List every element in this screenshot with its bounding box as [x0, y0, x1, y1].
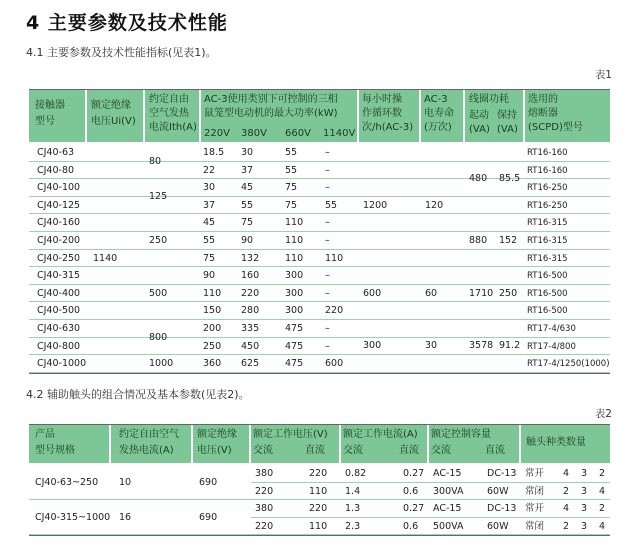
- row-divider: [251, 499, 610, 500]
- contact-count-cell: 4: [563, 503, 570, 514]
- hold-cell: 91.2: [499, 340, 521, 352]
- fuse-cell: RT16-160: [527, 165, 568, 176]
- product-model-cell: CJ40-315~1000: [35, 511, 111, 523]
- c-dc-cell: 60W: [487, 520, 509, 532]
- fuse-cell: RT17-4/630: [527, 324, 576, 334]
- t1-header-power: [201, 90, 357, 142]
- v-dc-cell: 220: [309, 468, 328, 479]
- fuse-cell: RT16-500: [527, 306, 568, 317]
- c-ac-cell: 300VA: [433, 485, 464, 497]
- fuse-cell: RT16-250: [527, 183, 568, 194]
- row-divider: [29, 231, 610, 232]
- t2-h-c-dc: 直流: [485, 445, 505, 456]
- contact-kind-cell: 常闭: [525, 485, 545, 497]
- power-cell: 75: [203, 252, 216, 264]
- power-cell: 200: [203, 323, 222, 334]
- power-cell: –: [325, 270, 330, 282]
- t2-h-v-dc: 直流: [305, 445, 325, 456]
- power-cell: 30: [241, 147, 254, 158]
- product-ui-cell: 690: [199, 476, 218, 488]
- t1-h-start: 起动: [469, 110, 489, 121]
- t1-h-life-2: 电寿命: [424, 108, 454, 119]
- power-cell: 220: [241, 287, 260, 299]
- t1-h-hold-unit: (VA): [497, 124, 518, 135]
- power-cell: 335: [241, 323, 260, 334]
- power-cell: 450: [241, 340, 260, 352]
- power-cell: –: [325, 323, 330, 334]
- hold-cell: 152: [499, 234, 518, 246]
- power-cell: 475: [285, 340, 304, 352]
- start-cell: 480: [469, 173, 488, 185]
- t1-h-model-1: 接触器: [35, 100, 65, 111]
- power-cell: –: [325, 164, 330, 176]
- contact-count-cell: 2: [563, 520, 570, 532]
- t1-h-coil: 线圈功耗: [469, 94, 509, 105]
- t1-h-1140v: 1140V: [323, 128, 356, 139]
- power-cell: 30: [203, 182, 216, 194]
- t1-h-ith-3: 电流Ith(A): [149, 122, 197, 133]
- model-cell: CJ40-80: [37, 164, 75, 176]
- power-cell: 37: [241, 164, 254, 176]
- t2-h-contacts: 触头种类数量: [526, 437, 586, 448]
- model-cell: CJ40-400: [37, 287, 81, 299]
- power-cell: 625: [241, 358, 260, 370]
- product-ui-cell: 690: [199, 511, 218, 523]
- power-cell: 300: [285, 270, 304, 282]
- row-divider: [251, 482, 610, 483]
- contact-count-cell: 3: [581, 468, 588, 479]
- t2-h-v-ac: 交流: [253, 445, 273, 456]
- v-ac-cell: 220: [255, 485, 274, 497]
- table2: [29, 424, 610, 536]
- fuse-cell: RT16-315: [527, 218, 568, 229]
- power-cell: 18.5: [203, 147, 225, 158]
- power-cell: 55: [325, 199, 338, 211]
- power-cell: 600: [325, 358, 344, 370]
- power-cell: 250: [203, 340, 222, 352]
- t1-h-ui-2: 电压Ui(V): [91, 116, 136, 127]
- product-model-cell: CJ40-63~250: [35, 476, 99, 488]
- t1-header-ops: [359, 90, 419, 142]
- contact-kind-cell: 常开: [525, 468, 545, 479]
- c-ac-cell: 500VA: [433, 520, 464, 532]
- t2-h-ith-2: 发热电流(A): [119, 445, 174, 456]
- i-ac-cell: 2.3: [345, 520, 361, 532]
- t1-h-380v: 380V: [241, 128, 267, 139]
- t2-header-capacity: [429, 425, 519, 463]
- ith-cell: 500: [149, 287, 168, 299]
- power-cell: –: [325, 147, 330, 158]
- power-cell: 132: [241, 252, 260, 264]
- c-ac-cell: AC-15: [433, 468, 462, 479]
- row-divider: [29, 161, 610, 162]
- model-cell: CJ40-630: [37, 323, 81, 334]
- power-cell: 75: [241, 217, 254, 229]
- product-ith-cell: 10: [119, 476, 132, 488]
- ops-cell: 300: [363, 340, 382, 352]
- power-cell: –: [325, 182, 330, 194]
- row-divider: [29, 284, 610, 285]
- contact-count-cell: 4: [599, 485, 606, 497]
- i-dc-cell: 0.6: [403, 485, 419, 497]
- c-ac-cell: AC-15: [433, 503, 462, 514]
- t1-h-model-2: 型号: [35, 116, 55, 127]
- row-divider: [29, 354, 610, 355]
- power-cell: 90: [203, 270, 216, 282]
- t1-header-life: [421, 90, 463, 142]
- v-dc-cell: 220: [309, 503, 328, 514]
- row-divider: [29, 301, 610, 302]
- power-cell: –: [325, 235, 330, 246]
- t1-h-life-3: (万次): [424, 122, 452, 133]
- t2-h-ith-1: 约定自由空气: [119, 429, 179, 440]
- t2-h-model-1: 产品: [35, 429, 55, 440]
- row-divider: [251, 517, 610, 518]
- page-title: 4 主要参数及技术性能: [26, 12, 228, 34]
- contact-count-cell: 4: [563, 468, 570, 479]
- fuse-cell: RT17-4/1250(1000): [527, 359, 610, 370]
- c-dc-cell: DC-13: [487, 468, 517, 479]
- v-ac-cell: 220: [255, 520, 274, 532]
- contact-kind-cell: 常闭: [525, 520, 545, 532]
- v-ac-cell: 380: [255, 503, 274, 514]
- ui-cell: 1140: [93, 252, 118, 264]
- power-cell: 55: [285, 147, 298, 158]
- t2-h-current: 额定工作电流(A): [343, 429, 418, 440]
- life-cell: 30: [425, 340, 438, 352]
- t2-h-voltage: 额定工作电压(V): [253, 429, 328, 440]
- c-dc-cell: 60W: [487, 485, 509, 497]
- contact-count-cell: 2: [599, 468, 606, 479]
- life-cell: 120: [425, 199, 444, 211]
- start-cell: 1710: [469, 287, 494, 299]
- ith-cell: 80: [149, 155, 162, 167]
- hold-cell: 85.5: [499, 173, 521, 185]
- section-4-1-heading: 4.1 主要参数及技术性能指标(见表1)。: [26, 46, 217, 59]
- t1-h-life-1: AC-3: [424, 94, 448, 105]
- fuse-cell: RT16-315: [527, 253, 568, 264]
- i-ac-cell: 0.82: [345, 468, 367, 479]
- i-ac-cell: 1.4: [345, 485, 361, 497]
- row-divider: [29, 196, 610, 197]
- model-cell: CJ40-63: [37, 147, 75, 158]
- model-cell: CJ40-315: [37, 270, 81, 282]
- model-cell: CJ40-100: [37, 182, 81, 194]
- power-cell: –: [325, 287, 330, 299]
- t2-header-contacts: [521, 425, 610, 463]
- section-4-2-heading: 4.2 辅助触头的组合情况及基本参数(见表2)。: [26, 388, 250, 401]
- ith-cell: 800: [149, 331, 168, 343]
- model-cell: CJ40-250: [37, 252, 81, 264]
- fuse-cell: RT16-250: [527, 200, 568, 211]
- power-cell: 220: [325, 305, 344, 317]
- power-cell: 110: [285, 217, 304, 229]
- power-cell: 37: [203, 199, 216, 211]
- model-cell: CJ40-160: [37, 217, 81, 229]
- t1-h-fuse-1: 选用的: [528, 94, 558, 105]
- ith-cell: 125: [149, 190, 168, 202]
- power-cell: 55: [241, 199, 254, 211]
- contact-count-cell: 4: [599, 520, 606, 532]
- model-cell: CJ40-1000: [37, 358, 87, 370]
- fuse-cell: RT16-315: [527, 236, 568, 246]
- group-divider: [29, 499, 251, 500]
- table2-label: 表2: [594, 408, 612, 420]
- product-ith-cell: 16: [119, 511, 132, 523]
- t1-h-660v: 660V: [285, 128, 311, 139]
- power-cell: –: [325, 217, 330, 229]
- power-cell: 75: [285, 182, 298, 194]
- start-cell: 3578: [469, 340, 494, 352]
- life-cell: 60: [425, 287, 438, 299]
- t1-h-power-1: AC-3使用类别下可控制的三相: [204, 94, 338, 105]
- t2-header-ith: [111, 425, 191, 463]
- t1-header-ith: [145, 90, 199, 142]
- t1-h-ith-1: 约定自由: [149, 94, 189, 105]
- model-cell: CJ40-125: [37, 199, 81, 211]
- power-cell: 160: [241, 270, 260, 282]
- t2-h-i-dc: 直流: [399, 445, 419, 456]
- t2-h-i-ac: 交流: [343, 445, 363, 456]
- power-cell: 475: [285, 358, 304, 370]
- power-cell: 45: [203, 217, 216, 229]
- t2-h-capacity: 额定控制容量: [431, 429, 491, 440]
- contact-count-cell: 2: [563, 485, 570, 497]
- power-cell: 150: [203, 305, 222, 317]
- power-cell: –: [325, 340, 330, 352]
- power-cell: 300: [285, 305, 304, 317]
- fuse-cell: RT17-4/800: [527, 341, 576, 352]
- t1-h-ops-1: 每小时操: [362, 94, 402, 105]
- t1-h-fuse-3: (SCPD)型号: [528, 122, 583, 133]
- power-cell: 90: [241, 235, 254, 246]
- fuse-cell: RT16-500: [527, 271, 568, 282]
- power-cell: 75: [285, 199, 298, 211]
- model-cell: CJ40-200: [37, 235, 81, 246]
- t1-h-power-2: 鼠笼型电动机的最大功率(kW): [204, 108, 338, 119]
- table1-label: 表1: [594, 69, 612, 81]
- t1-header-fuse: [525, 90, 610, 142]
- power-cell: 110: [285, 252, 304, 264]
- model-cell: CJ40-800: [37, 340, 81, 352]
- row-divider: [29, 178, 610, 179]
- t2-h-ui-2: 电压(V): [197, 445, 232, 456]
- contact-count-cell: 2: [599, 503, 606, 514]
- ith-cell: 250: [149, 234, 168, 246]
- power-cell: 280: [241, 305, 260, 317]
- t2-header-ui: [193, 425, 249, 463]
- c-dc-cell: DC-13: [487, 503, 517, 514]
- t1-header-model: [29, 90, 85, 142]
- model-cell: CJ40-500: [37, 305, 81, 317]
- start-cell: 880: [469, 234, 488, 246]
- v-ac-cell: 380: [255, 468, 274, 479]
- power-cell: 360: [203, 358, 222, 370]
- hold-cell: 250: [499, 287, 518, 299]
- t1-h-ops-3: 次/h(AC-3): [362, 122, 414, 133]
- t1-h-220v: 220V: [204, 128, 230, 139]
- power-cell: 110: [203, 287, 222, 299]
- t1-header-coil: [465, 90, 523, 142]
- fuse-cell: RT16-160: [527, 148, 568, 158]
- t2-h-c-ac: 交流: [431, 445, 451, 456]
- contact-kind-cell: 常开: [525, 503, 545, 514]
- t2-header-voltage: [251, 425, 339, 463]
- t2-h-model-2: 型号规格: [35, 445, 75, 456]
- row-divider: [29, 337, 610, 338]
- i-ac-cell: 1.3: [345, 503, 361, 514]
- power-cell: 22: [203, 164, 216, 176]
- fuse-cell: RT16-500: [527, 288, 568, 299]
- power-cell: 300: [285, 287, 304, 299]
- ith-cell: 1000: [149, 358, 174, 369]
- ops-cell: 600: [363, 287, 382, 299]
- power-cell: 45: [241, 182, 254, 194]
- v-dc-cell: 110: [309, 520, 328, 532]
- contact-count-cell: 3: [581, 485, 588, 497]
- power-cell: 55: [203, 235, 216, 246]
- contact-count-cell: 3: [581, 520, 588, 532]
- row-divider: [29, 213, 610, 214]
- i-dc-cell: 0.27: [403, 468, 425, 479]
- power-cell: 110: [285, 235, 304, 246]
- t1-h-ops-2: 作循环数: [362, 108, 402, 119]
- t1-h-start-unit: (VA): [469, 124, 490, 135]
- row-divider: [29, 319, 610, 320]
- v-dc-cell: 110: [309, 485, 328, 497]
- t1-h-ith-2: 空气发热: [149, 108, 189, 119]
- t1-header-ui: [87, 90, 143, 142]
- t1-h-ui-1: 额定绝缘: [91, 100, 131, 111]
- i-dc-cell: 0.6: [403, 520, 419, 532]
- power-cell: 475: [285, 323, 304, 334]
- t2-header-model: [29, 425, 109, 463]
- power-cell: 110: [325, 252, 344, 264]
- contact-count-cell: 3: [581, 503, 588, 514]
- table1: [29, 89, 610, 374]
- t2-header-current: [341, 425, 427, 463]
- i-dc-cell: 0.27: [403, 503, 425, 514]
- t1-h-fuse-2: 熔断器: [528, 108, 558, 119]
- t1-h-hold: 保持: [497, 110, 517, 121]
- power-cell: 55: [285, 164, 298, 176]
- ops-cell: 1200: [363, 199, 388, 211]
- t2-h-ui-1: 额定绝缘: [197, 429, 237, 440]
